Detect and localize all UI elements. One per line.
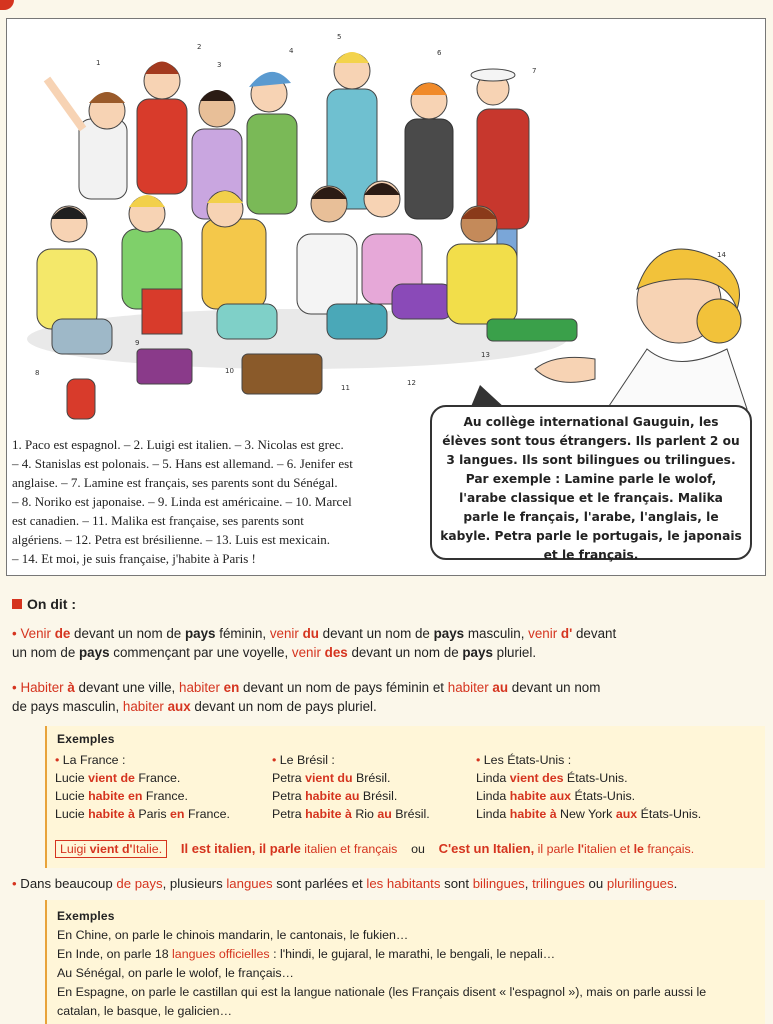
figure-number-9: 9 (135, 339, 140, 347)
can (67, 379, 95, 419)
bullet-icon: • (12, 876, 17, 891)
example-line: En Inde, on parle 18 langues officielles : l'hindi, le gujaral, le marathi, le bengali, le nepali… (57, 947, 556, 961)
student-figure-4 (247, 72, 297, 214)
speech-bubble (430, 405, 752, 560)
figure-number-6: 6 (437, 49, 442, 57)
figure-number-10: 10 (225, 367, 234, 375)
examples-box-2 (45, 900, 765, 1024)
corner-marker (0, 0, 14, 10)
example-column-bresil: • Le Brésil : Petra vient du Brésil. Petra habite au Brésil. Petra habite à Rio au Brésil. (272, 753, 430, 821)
bullet-icon: • (12, 626, 17, 641)
example-column-france: • La France : Lucie vient de France. Lucie habite en France. Lucie habite à Paris en France. (55, 753, 230, 821)
figure-number-1: 1 (96, 59, 101, 67)
examples-heading: Exemples (57, 909, 115, 923)
caption-line: 1. Paco est espagnol. – 2. Luigi est italien. – 3. Nicolas est grec. (12, 437, 344, 452)
example-line: catalan, le basque, le galicien… (57, 1004, 232, 1018)
figure-number-11: 11 (341, 384, 350, 392)
figure-number-12: 12 (407, 379, 416, 387)
figure-number-4: 4 (289, 47, 294, 55)
example-line: Au Sénégal, on parle le wolof, le français… (57, 966, 294, 980)
square-bullet-icon (12, 599, 22, 609)
caption-line: – 4. Stanislas est polonais. – 5. Hans est allemand. – 6. Jenifer est (12, 456, 353, 471)
student-caption (12, 435, 422, 568)
caption-line: – 8. Noriko est japonaise. – 9. Linda est américaine. – 10. Marcel (12, 494, 352, 509)
speech-bubble-text: Au collège international Gauguin, les élèves sont tous étrangers. Ils parlent 2 ou 3 langues. Ils sont bilingues ou trilingues. Par exemple : Lamine parle le wolof, l'arabe classique et le français. Malika parle le français, l'arabe, l'anglais, le kabyle. Petra parle le portugais, le japonais et le français. (440, 415, 742, 562)
examples-heading: Exemples (57, 732, 115, 746)
rule-venir: • Venir de devant un nom de pays féminin, venir du devant un nom de pays masculin, venir d' devant un nom de pays commençant par une voyelle, venir des devant un nom de pays pluriel. (12, 626, 617, 660)
figure-number-7: 7 (532, 67, 537, 75)
caption-line: anglaise. – 7. Lamine est français, ses parents sont du Sénégal. (12, 475, 338, 490)
example-column-etats-unis: • Les États-Unis : Linda vient des États-Unis. Linda habite aux États-Unis. Linda habite à New York aux États-Unis. (476, 753, 702, 821)
example-line: En Espagne, on parle le castillan qui est la langue nationale (les Français disent « l'espagnol »), mais on parle aussi le (57, 985, 707, 999)
caption-line: – 14. Et moi, je suis française, j'habite à Paris ! (12, 551, 256, 566)
student-figure-1 (47, 79, 127, 199)
student-figure-6 (405, 83, 453, 219)
example-line: En Chine, on parle le chinois mandarin, le cantonais, le fukien… (57, 928, 409, 942)
rule-habiter: • Habiter à devant une ville, habiter en devant un nom de pays féminin et habiter au devant un nom de pays masculin, habiter aux devant un nom de pays pluriel. (12, 680, 601, 714)
caption-line: est canadien. – 11. Malika est française, ses parents sont (12, 513, 304, 528)
figure-number-2: 2 (197, 43, 202, 51)
on-dit-heading (12, 596, 76, 612)
luigi-boxed-sentence: Luigi vient d'Italie. (55, 840, 167, 858)
figure-number-13: 13 (481, 351, 490, 359)
luigi-example: Luigi vient d'Italie. Il est italien, il parle italien et français ou C'est un Italien, il parle l'italien et le français. (55, 841, 694, 857)
student-figure-9 (122, 195, 182, 334)
figure-number-5: 5 (337, 33, 342, 41)
figure-number-14: 14 (717, 251, 726, 259)
bullet-icon: • (12, 680, 17, 695)
on-dit-title: On dit : (27, 596, 76, 612)
figure-number-8: 8 (35, 369, 40, 377)
student-figure-2 (137, 62, 187, 195)
bag (242, 354, 322, 394)
notebooks (137, 349, 192, 384)
caption-line: algériens. – 12. Petra est brésilienne. – 13. Luis est mexicain. (12, 532, 331, 547)
figure-number-3: 3 (217, 61, 222, 69)
rule-pays-langues: • Dans beaucoup de pays, plusieurs langues sont parlées et les habitants sont bilingues, trilingues ou plurilingues. (12, 876, 678, 891)
